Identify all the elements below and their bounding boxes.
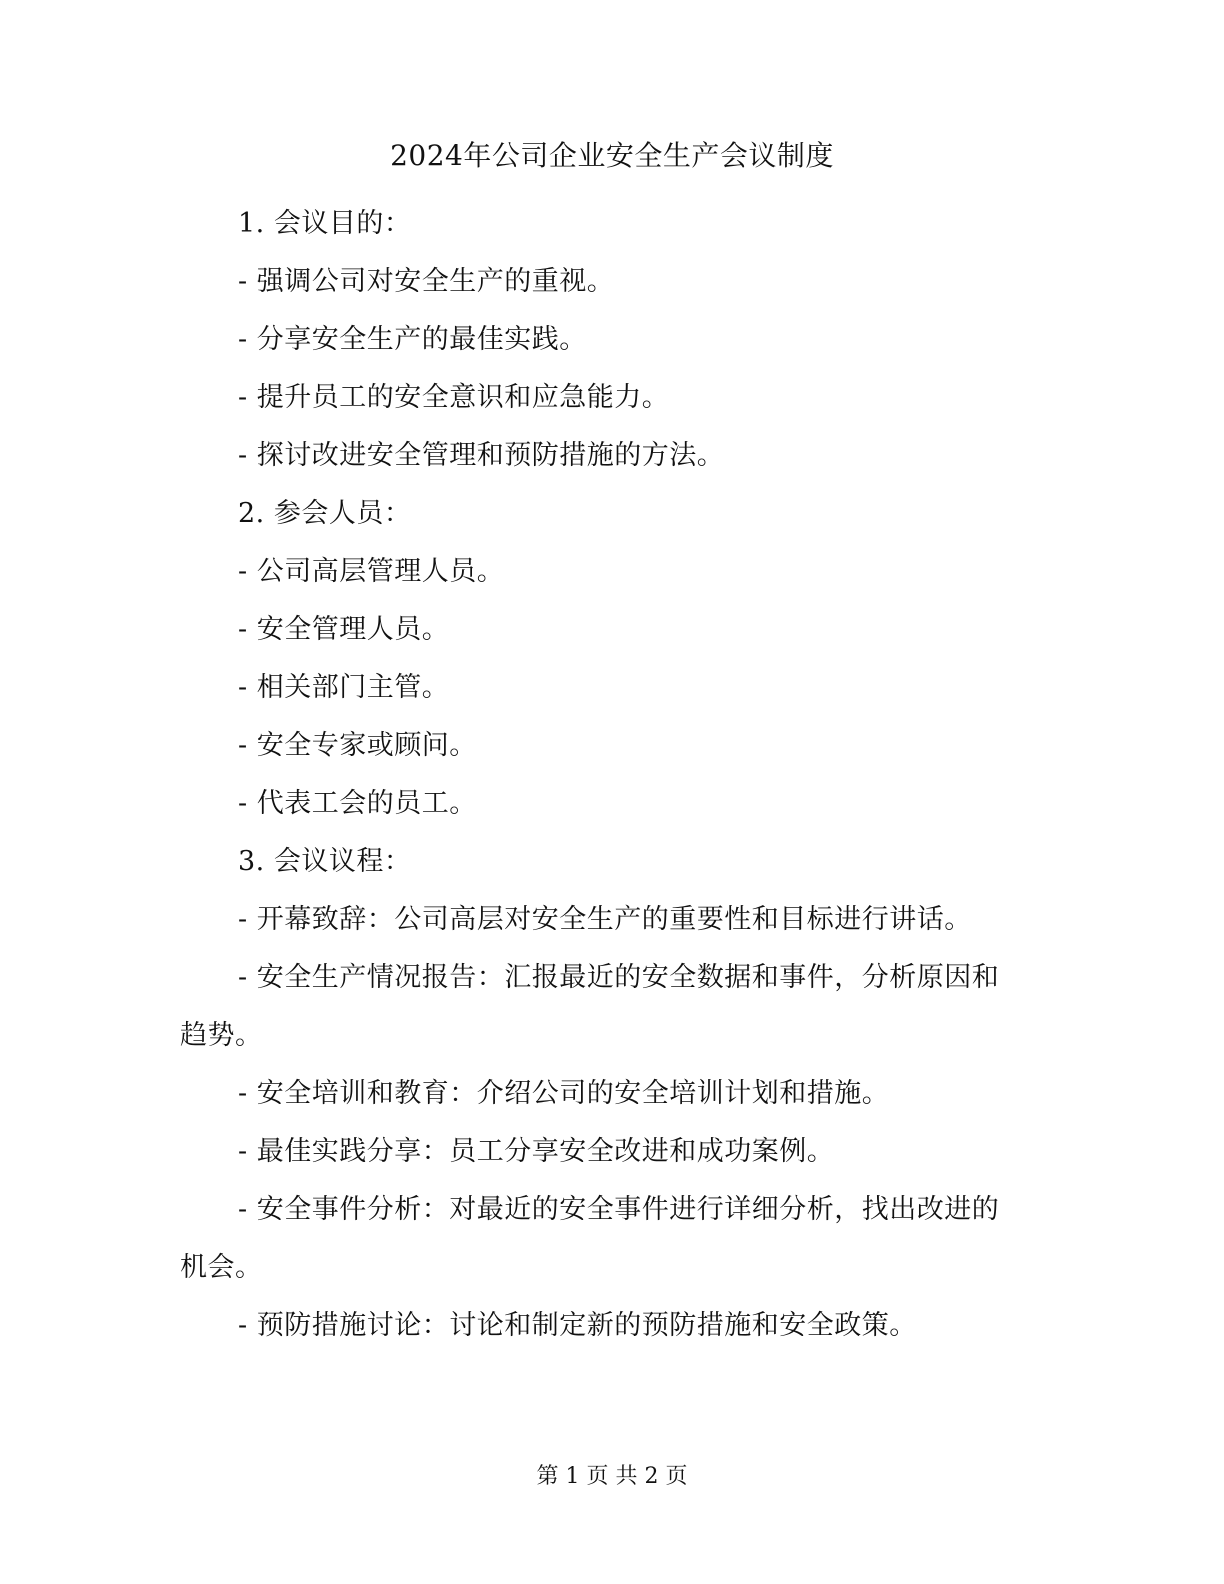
page-number: 第 1 页 共 2 页: [536, 1464, 688, 1489]
list-item: - 分享安全生产的最佳实践。: [238, 324, 587, 355]
list-item: - 安全管理人员。: [238, 614, 450, 645]
document-body: [180, 195, 1016, 1355]
list-item: - 预防措施讨论：讨论和制定新的预防措施和安全政策。: [238, 1310, 917, 1341]
section-heading-agenda: 3. 会议议程：: [238, 846, 412, 877]
list-item: - 安全生产情况报告：汇报最近的安全数据和事件，分析原因和趋势。: [180, 962, 1000, 1051]
list-item: - 安全培训和教育：介绍公司的安全培训计划和措施。: [238, 1078, 890, 1109]
document-title: 2024年公司企业安全生产会议制度: [390, 139, 834, 172]
list-item: - 安全事件分析：对最近的安全事件进行详细分析，找出改进的机会。: [180, 1194, 1000, 1283]
list-item: - 安全专家或顾问。: [238, 730, 477, 761]
list-item: - 代表工会的员工。: [238, 788, 477, 819]
section-heading-purpose: 1. 会议目的：: [238, 208, 412, 239]
list-item: - 提升员工的安全意识和应急能力。: [238, 382, 670, 413]
list-item: - 开幕致辞：公司高层对安全生产的重要性和目标进行讲话。: [238, 904, 972, 935]
section-heading-attendees: 2. 参会人员：: [238, 498, 412, 529]
list-item: - 最佳实践分享：员工分享安全改进和成功案例。: [238, 1136, 835, 1167]
list-item: - 强调公司对安全生产的重视。: [238, 266, 615, 297]
list-item: - 相关部门主管。: [238, 672, 450, 703]
list-item: - 公司高层管理人员。: [238, 556, 505, 587]
list-item: - 探讨改进安全管理和预防措施的方法。: [238, 440, 725, 471]
